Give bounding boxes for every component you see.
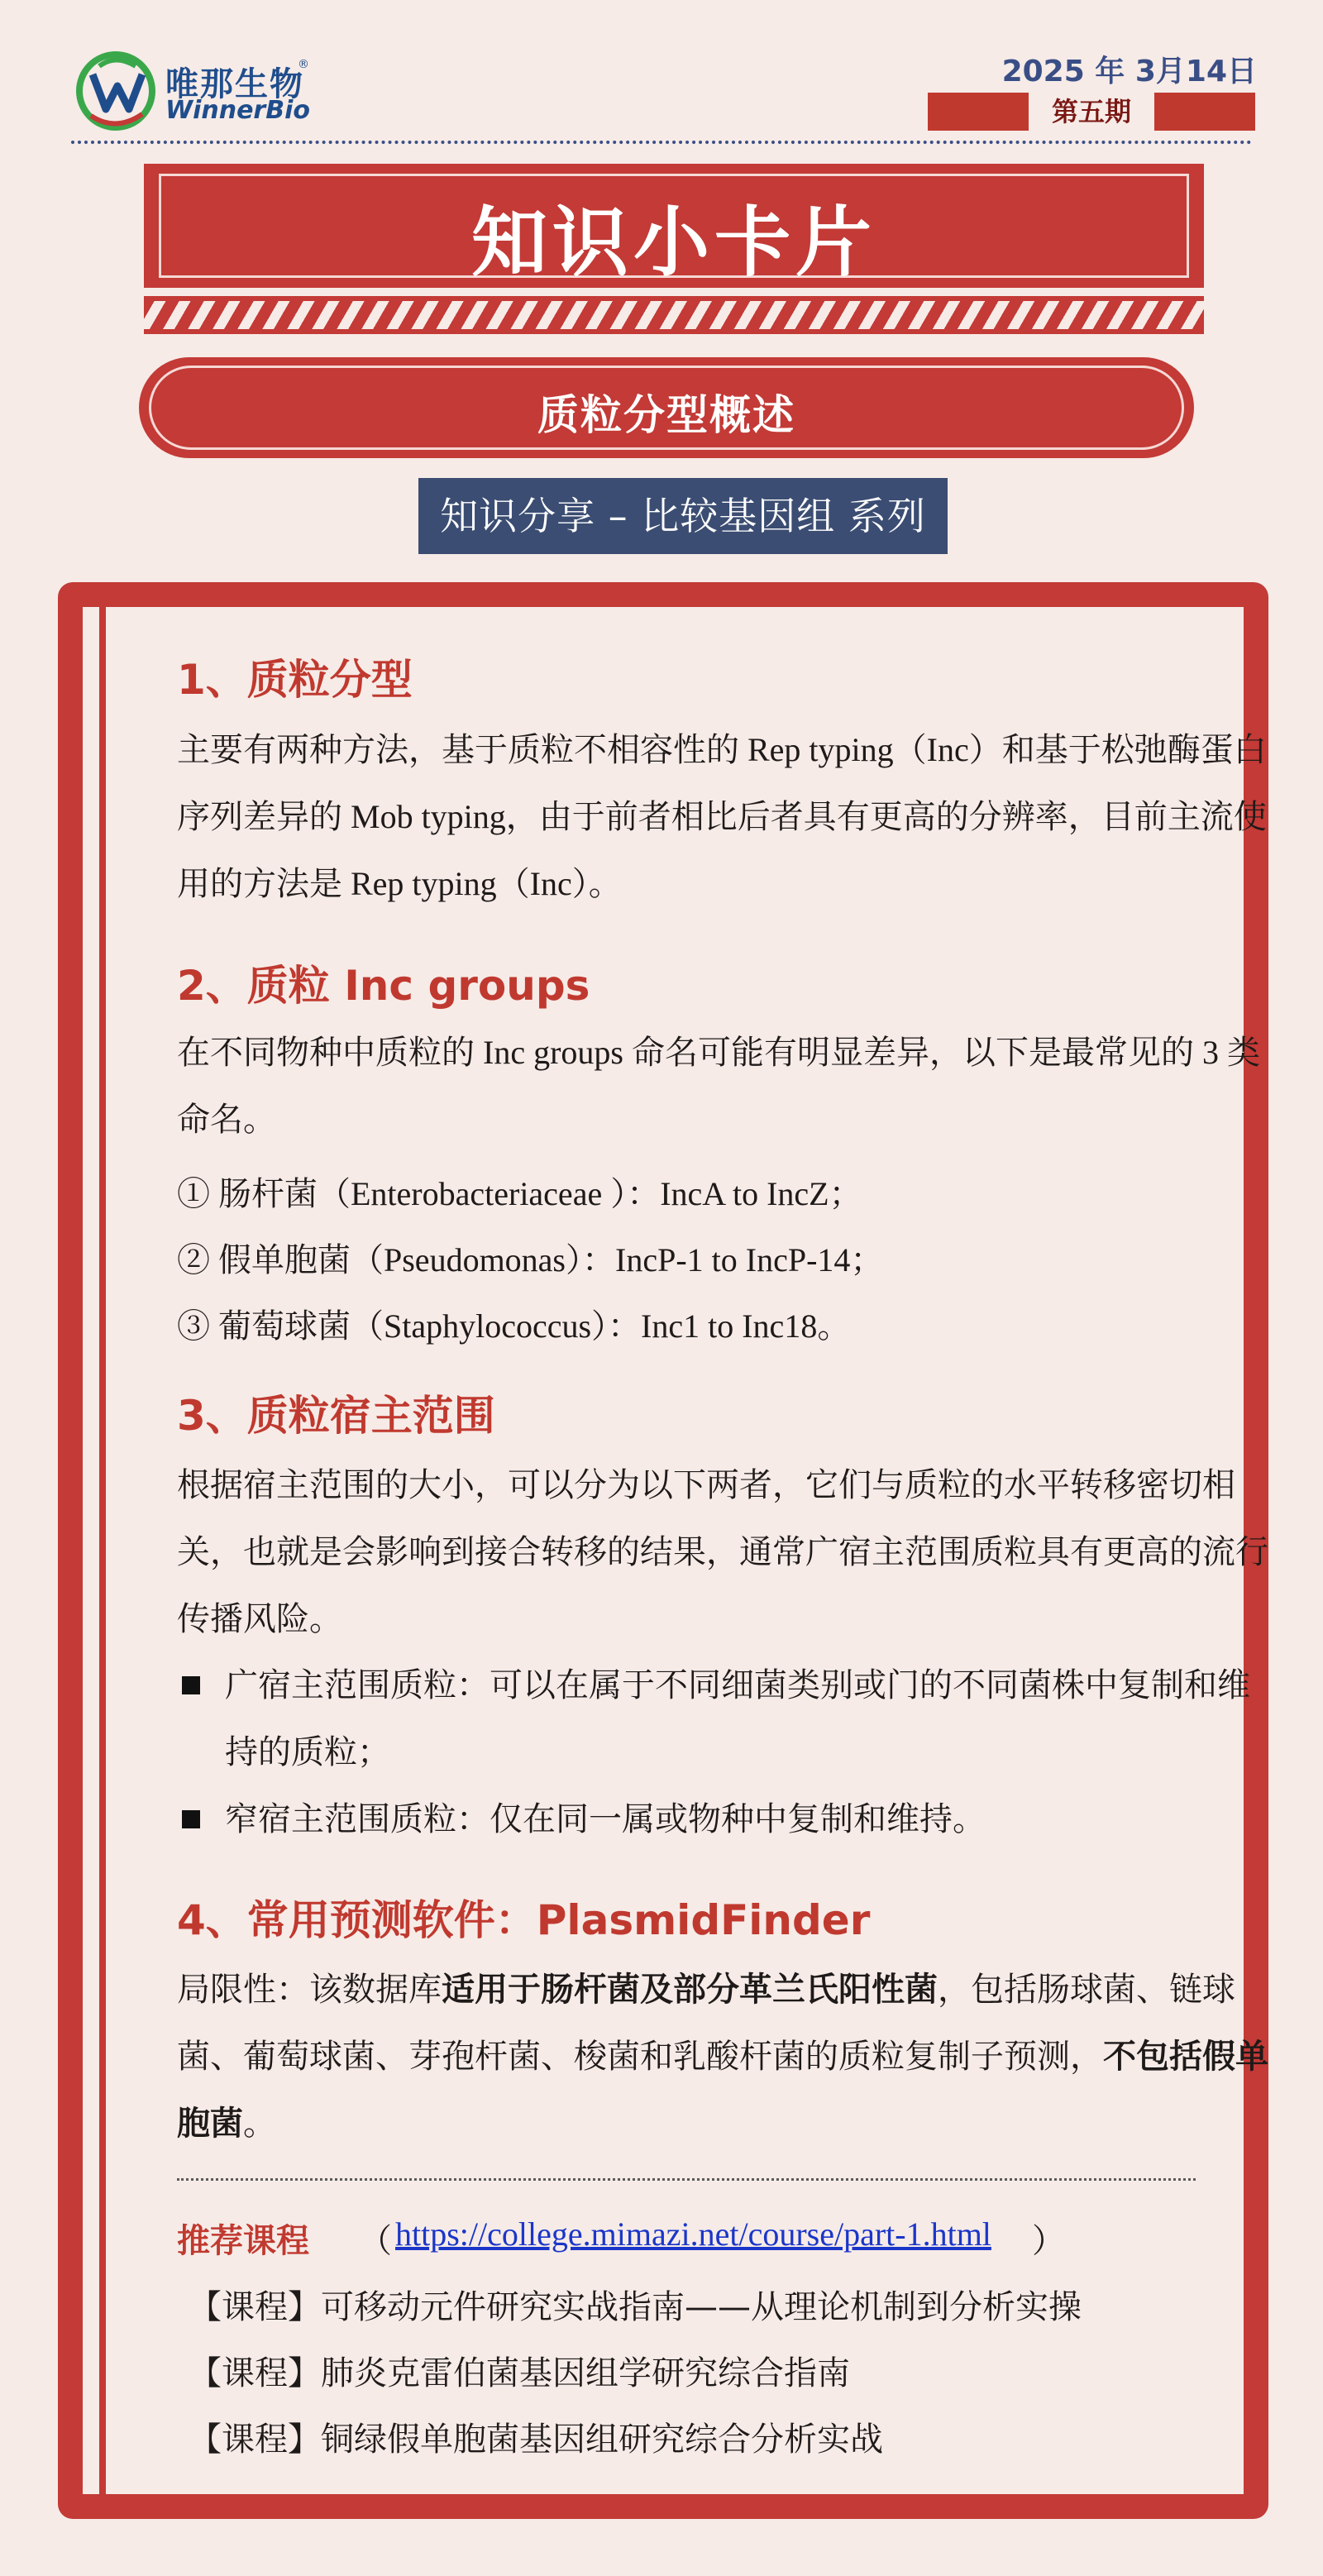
section-3-heading: 3、质粒宿主范围 [177, 1392, 495, 1440]
inc-group-item: ③ 葡萄球菌（Staphylococcus）：Inc1 to Inc18。 [177, 1307, 851, 1345]
recommend-divider [177, 2178, 1196, 2181]
inc-group-item: ② 假单胞菌（Pseudomonas）：IncP-1 to IncP-14； [177, 1241, 884, 1278]
brand-logo [74, 50, 322, 132]
bullet-square-icon [182, 1676, 200, 1694]
title-banner [144, 164, 1204, 339]
logo-mark-icon [74, 50, 160, 132]
content-card [58, 582, 1268, 2519]
issue-number: 第五期 [1029, 93, 1154, 131]
bullet-text: 窄宿主范围质粒：仅在同一属或物种中复制和维持。 [225, 1800, 986, 1838]
section-4-emphasis: 适用于肠杆菌及部分革兰氏阳性菌 [442, 1971, 938, 2009]
title-banner-panel [144, 164, 1204, 288]
bullet-square-icon [182, 1810, 200, 1828]
header-divider [71, 141, 1252, 144]
content-card-inner [83, 607, 1268, 2494]
recommend-label: 推荐课程 [177, 2222, 309, 2260]
course-link[interactable]: https://college.mimazi.net/course/part-1.html [395, 2215, 991, 2253]
logo-text-cn: 唯那生物 [165, 65, 304, 103]
subtitle-pill [139, 357, 1194, 458]
section-2-body: 在不同物种中质粒的 Inc groups 命名可能有明显差异，以下是最常见的 3 类命名。 [177, 1034, 1260, 1138]
course-item[interactable]: 【课程】肺炎克雷伯菌基因组学研究综合指南 [189, 2354, 850, 2392]
section-1-heading: 1、质粒分型 [177, 656, 413, 704]
page-title: 知识小卡片 [470, 198, 876, 287]
issue-date: 2025 年 3月14日 [1001, 55, 1257, 88]
logo-text-en: WinnerBio [165, 96, 310, 125]
section-1-body: 主要有两种方法，基于质粒不相容性的 Rep typing（Inc）和基于松弛酶蛋白序列差异的 Mob typing，由于前者相比后者具有更高的分辨率，目前主流使用的方法是 Rep typing（Inc）。 [177, 731, 1267, 902]
subtitle-text: 质粒分型概述 [537, 391, 795, 439]
issue-bar-left-block [928, 93, 1029, 131]
section-2-heading: 2、质粒 Inc groups [177, 962, 590, 1010]
section-4-heading: 4、常用预测软件：PlasmidFinder [177, 1896, 871, 1944]
logo-registered-mark: ® [298, 58, 309, 71]
course-item[interactable]: 【课程】铜绿假单胞菌基因组研究综合分析实战 [189, 2421, 883, 2459]
section-3-body: 根据宿主范围的大小，可以分为以下两者，它们与质粒的水平转移密切相关，也就是会影响到接合转移的结果，通常广宿主范围质粒具有更高的流行传播风险。 [177, 1466, 1268, 1638]
link-paren-open: （ [359, 2222, 392, 2259]
section-4-body [177, 1957, 1277, 2158]
series-label: 知识分享 – 比较基因组 系列 [418, 478, 948, 554]
bullet-text: 广宿主范围质粒：可以在属于不同细菌类别或门的不同菌株中复制和维持的质粒； [225, 1666, 1250, 1771]
course-item[interactable]: 【课程】可移动元件研究实战指南——从理论机制到分析实操 [189, 2288, 1082, 2326]
banner-stripe-decoration [144, 296, 1204, 334]
inc-group-item: ① 肠杆菌（Enterobacteriaceae ）：IncA to IncZ； [177, 1175, 862, 1212]
section-4-text: 。 [243, 2105, 276, 2143]
link-paren-close: ） [1032, 2222, 1065, 2259]
issue-bar-right-block [1154, 93, 1255, 131]
section-4-emphasis: 不包括假单胞菌 [177, 2038, 1268, 2143]
issue-bar [928, 93, 1255, 131]
section-4-text: 局限性：该数据库 [177, 1971, 442, 2009]
section-4-text: ，包括肠球菌、链球菌、葡萄球菌、芽孢杆菌、梭菌和乳酸杆菌的质粒复制子预测， [177, 1971, 1235, 2076]
